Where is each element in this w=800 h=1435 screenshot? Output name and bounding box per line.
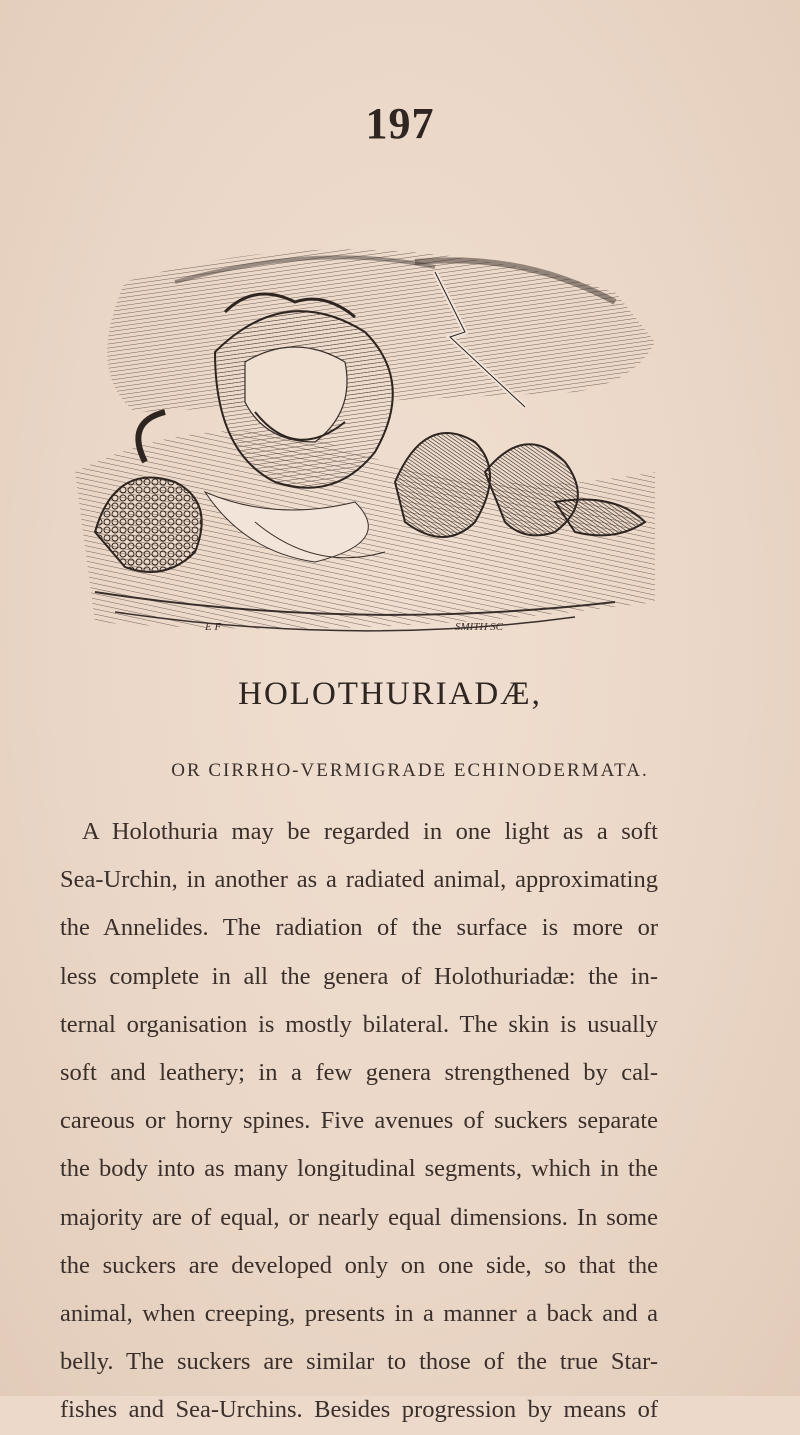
section-title: HOLOTHURIADÆ, bbox=[238, 676, 542, 712]
body-line: the suckers are developed only on one side, so that the bbox=[60, 1251, 658, 1279]
page-number: 197 bbox=[365, 99, 435, 148]
body-line: ternal organisation is mostly bilateral. The skin is usually bbox=[60, 1010, 658, 1038]
body-line: fishes and Sea-Urchins. Besides progression by means of bbox=[60, 1396, 658, 1424]
engraver-signature-right: SMITH SC bbox=[455, 621, 503, 633]
body-line: animal, when creeping, presents in a manner a back and a bbox=[60, 1300, 658, 1328]
body-line: the Annelides. The radiation of the surface is more or bbox=[60, 914, 658, 942]
body-line: A Holothuria may be regarded in one light as a soft bbox=[82, 818, 658, 845]
engraved-vignette-sea-serpent bbox=[55, 222, 665, 647]
body-line: Sea-Urchin, in another as a radiated animal, approximating bbox=[60, 866, 658, 894]
body-line: careous or horny spines. Five avenues of suckers separate bbox=[60, 1107, 658, 1135]
engraver-signature-left: E F bbox=[205, 621, 222, 633]
section-subtitle: OR CIRRHO-VERMIGRADE ECHINODERMATA. bbox=[171, 760, 649, 781]
body-line: majority are of equal, or nearly equal dimensions. In some bbox=[60, 1203, 658, 1231]
body-line: soft and leathery; in a few genera strengthened by cal- bbox=[60, 1059, 658, 1087]
body-line: less complete in all the genera of Holothuriadæ: the in- bbox=[60, 962, 658, 990]
body-line: the body into as many longitudinal segments, which in the bbox=[60, 1155, 658, 1183]
body-line: belly. The suckers are similar to those of the true Star- bbox=[60, 1348, 658, 1376]
body-paragraph bbox=[60, 808, 658, 1435]
